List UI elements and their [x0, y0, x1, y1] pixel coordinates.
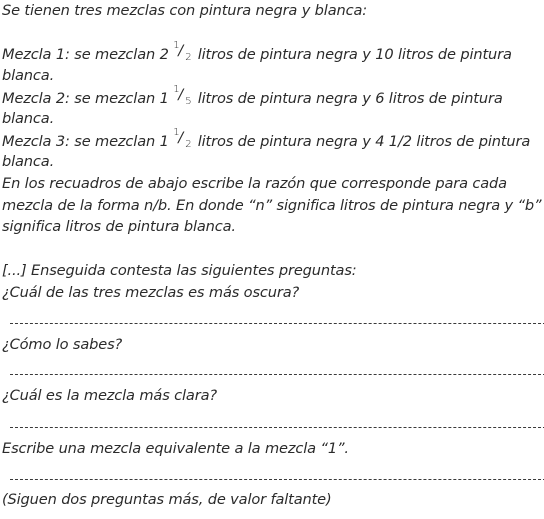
mix-1-pre: se mezclan 2 — [74, 46, 169, 63]
question-4: Escribe una mezcla equivalente a la mezcla “1”. — [2, 440, 349, 457]
answer-line-1[interactable] — [10, 323, 544, 324]
instructions-line-1: En los recuadros de abajo escribe la razón que corresponde para cada — [2, 175, 507, 192]
mix-2-frac-num: 1 — [173, 84, 180, 95]
answer-line-4[interactable] — [10, 479, 544, 480]
mix-1-label: Mezcla 1: — [2, 46, 70, 63]
mix-1-post: litros de pintura negra y 10 litros de pintura — [197, 46, 512, 63]
mix-3-frac-den: 2 — [185, 139, 192, 150]
mix-3-pre: se mezclan 1 — [74, 133, 169, 150]
intro-text: Se tienen tres mezclas con pintura negra y blanca: — [2, 2, 368, 19]
mix-2-line — [2, 84, 503, 107]
mix-1-cont: blanca. — [2, 67, 55, 84]
mix-2-frac-den: 5 — [185, 96, 192, 107]
mix-1-line — [2, 40, 512, 63]
mix-3-line — [2, 127, 531, 150]
questions-lead: [...] Enseguida contesta las siguientes preguntas: — [2, 262, 357, 279]
mix-2-label: Mezcla 2: — [2, 90, 70, 107]
mix-3-post: litros de pintura negra y 4 1/2 litros de pintura — [197, 133, 531, 150]
answer-line-3[interactable] — [10, 427, 544, 428]
mix-1-frac-num: 1 — [173, 40, 180, 51]
mix-2-pre: se mezclan 1 — [74, 90, 169, 107]
mix-3-fraction: 1 / 2 — [173, 132, 193, 146]
answer-line-2[interactable] — [10, 374, 544, 375]
instructions-line-3: significa litros de pintura blanca. — [2, 218, 236, 235]
mix-1-frac-den: 2 — [185, 52, 192, 63]
footer-note: (Siguen dos preguntas más, de valor faltante) — [2, 491, 332, 508]
mix-1-fraction: 1 / 2 — [173, 45, 193, 59]
mix-2-post: litros de pintura negra y 6 litros de pintura — [197, 90, 503, 107]
question-3: ¿Cuál es la mezcla más clara? — [2, 387, 217, 404]
question-1: ¿Cuál de las tres mezclas es más oscura? — [2, 284, 300, 301]
instructions-line-2: mezcla de la forma n/b. En donde “n” significa litros de pintura negra y “b” — [2, 197, 542, 214]
mix-3-cont: blanca. — [2, 153, 55, 170]
mix-2-fraction: 1 / 5 — [173, 89, 193, 103]
mix-3-frac-num: 1 — [173, 127, 180, 138]
mix-3-label: Mezcla 3: — [2, 133, 70, 150]
mix-2-cont: blanca. — [2, 110, 55, 127]
question-2: ¿Cómo lo sabes? — [2, 336, 123, 353]
